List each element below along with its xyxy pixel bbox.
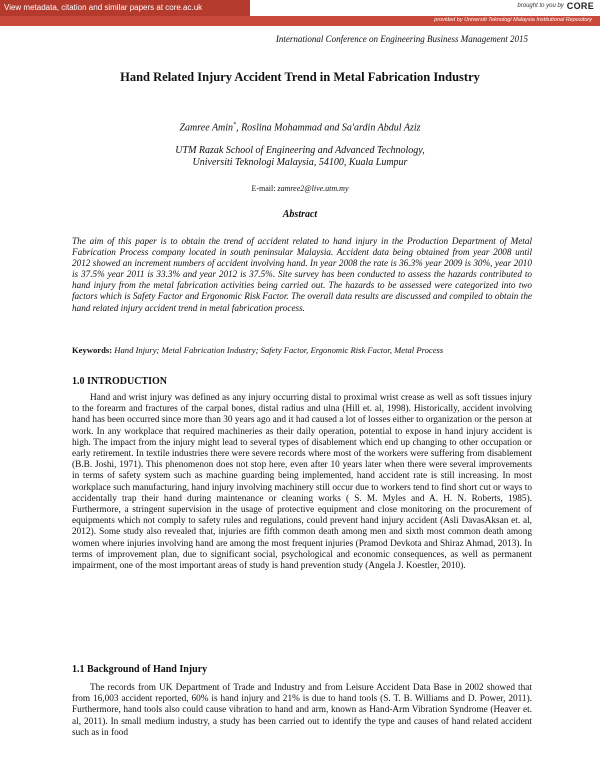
introduction-paragraph: Hand and wrist injury was defined as any injury occurring distal to proximal wrist crease as well as soft tissues injury to the forearm and fractures of the carpal bones, distal radius and ulna (Hill et. al, 1998). Historically, accident involving hand has been occurred since more than 30 years ago and it had caused a lot of losses either to organization or the person at work. In any workplace that required machineries as their daily operation, potential to expose in hand injury accident is high. The impact from the injury might lead to several types of disablement which end up changing to other occupation or early retirement. In textile industries there were severe records where most of the workers were suffering from disablement (B.B. Joshi, 1971). This phenomenon does not stop here, even after 10 years later when there were several improvements in terms of safety system such as machine guarding being implemented, hand accident rate is still increasing. In most workplace such manufacturing, hand injury involving machinery still occur due to workers tend to find short cut or ways to accidentally trap their hand during maintenance or cleaning works ( S. M. Myles and A. H. N. Roberts, 1985). Furthermore, a stringent supervision in the usage of protective equipment and close monitoring on the procurement of equipments which not comply to safety rules and regulations, could prevent hand injury accident (Asli DavasAksan et. al, 2012). Some study also revealed that, injuries are fifth common death among men and sixth most common death among women where injuries involving hand are among the most frequent injuries (Pramod Devkota and Shiraz Ahmad, 2013). In terms of improvement plan, due to significant social, psychological and economic consequences, as well as permanent impairment, one of the most important areas of study is hand prevention study (Angela J. Koestler, 2010). bbox=[72, 393, 532, 572]
keywords-text: Hand Injury; Metal Fabrication Industry; Safety Factor, Ergonomic Risk Factor, Metal Process bbox=[114, 345, 444, 355]
email-label: E-mail: bbox=[251, 184, 276, 193]
core-branding bbox=[517, 1, 594, 11]
keywords-line bbox=[72, 345, 532, 355]
paper-title: Hand Related Injury Accident Trend in Metal Fabrication Industry bbox=[120, 70, 480, 84]
corresponding-mark: * bbox=[233, 122, 237, 128]
email-line bbox=[0, 184, 600, 193]
provider-bar bbox=[0, 16, 600, 26]
email-address[interactable]: zamree2@live.utm.my bbox=[277, 184, 349, 193]
core-banner bbox=[0, 0, 600, 28]
core-logo[interactable]: CORE bbox=[566, 1, 594, 11]
section-heading-introduction: 1.0 INTRODUCTION bbox=[72, 376, 168, 387]
provided-by-text: provided by Universiti Teknologi Malaysia Institutional Repository bbox=[434, 17, 592, 23]
abstract-body: The aim of this paper is to obtain the trend of accident related to hand injury in the Production Department of Metal Fabrication Process company located in south peninsular Malaysia. Accident data being obtained from year 2008 until 2012 showed an increment numbers of accident involving hand. In year 2008 the rate is 36.3% year 2009 is 30%, year 2010 is 37.5% year 2011 is 33.3% and year 2012 is 37.5%. Site survey has been conducted to assess the hazards contributed to hand injury from the metal fabrication activities being carried out. The hazards to be assessed were categorized into two factors which is Safety Factor and Ergonomic Risk Factor. The overall data results are discussed and compiled to obtain the hand related injury accident trend in metal fabrication process. bbox=[72, 236, 532, 313]
keywords-label: Keywords: bbox=[72, 345, 113, 355]
conference-header: International Conference on Engineering Business Management 2015 bbox=[275, 34, 528, 44]
brought-by-text: brought to you by bbox=[517, 3, 564, 9]
background-paragraph: The records from UK Department of Trade and Industry and from Leisure Accident Data Base in 2002 showed that from 16,003 accident reported, 60% is hand injury and 21% is due to hand tools (S. T. B. Williams and D. Power, 2011). Furthermore, hand tools also could cause vibration to hand and arm, known as Hand-Arm Vibration Syndrome (Heaver et. al, 2011). In small medium industry, a study has been carried out to identify the type and causes of hand related accident such as in food bbox=[72, 683, 532, 738]
affiliation-line-1: UTM Razak School of Engineering and Advanced Technology, bbox=[175, 145, 425, 156]
view-metadata-link[interactable]: View metadata, citation and similar papers at core.ac.uk bbox=[0, 0, 250, 16]
section-heading-background: 1.1 Background of Hand Injury bbox=[72, 664, 208, 675]
other-authors: , Roslina Mohammad and Sa'ardin Abdul Aziz bbox=[236, 122, 421, 134]
author-line bbox=[0, 122, 600, 133]
first-author: Zamree Amin bbox=[179, 122, 234, 134]
affiliation-line-2: Universiti Teknologi Malaysia, 54100, Kuala Lumpur bbox=[192, 157, 408, 168]
abstract-heading: Abstract bbox=[282, 209, 318, 220]
